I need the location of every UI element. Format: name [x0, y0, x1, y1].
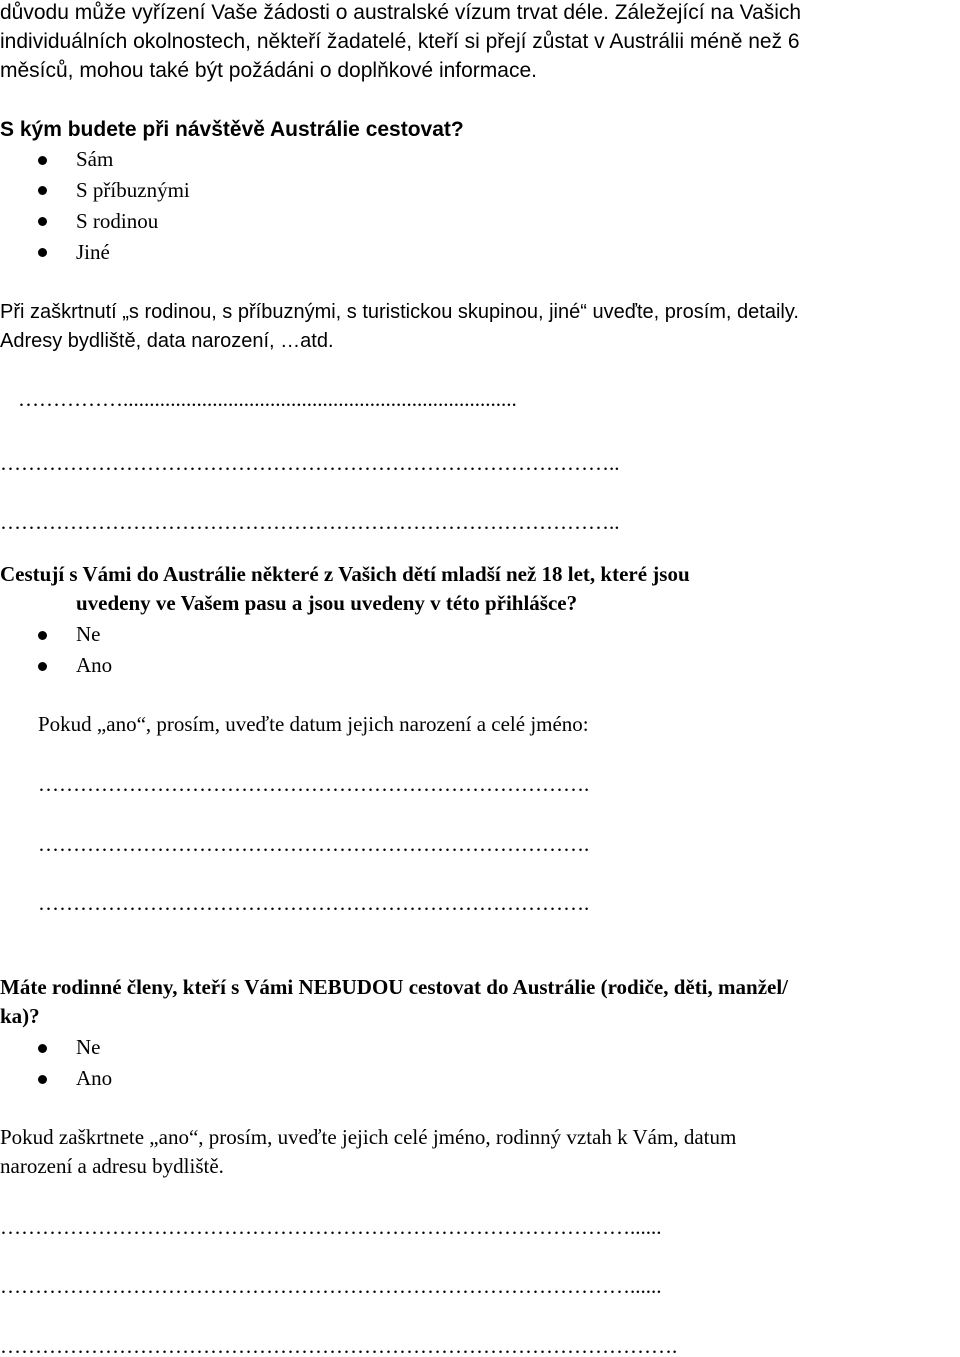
- bullet-icon: [38, 186, 47, 195]
- q1-fill-line-2[interactable]: ……………………………………………………………………………..: [0, 453, 620, 474]
- q3-note-line-1: Pokud zaškrtnete „ano“, prosím, uveďte jejich celé jméno, rodinný vztah k Vám, datum: [0, 1125, 737, 1149]
- option-label: Jiné: [76, 240, 110, 264]
- intro-line-1: důvodu může vyřízení Vaše žádosti o australské vízum trvat déle. Záležející na Vašich: [0, 1, 802, 24]
- bullet-icon: [38, 1044, 47, 1053]
- q2-fill-line-3[interactable]: …………………………………………………………………….: [38, 893, 590, 914]
- question-2-heading-line-1: Cestují s Vámi do Austrálie některé z Vašich dětí mladší než 18 let, které jsou: [0, 562, 690, 586]
- question-2-heading-line-2: uvedeny ve Vašem pasu a jsou uvedeny v této přihlášce?: [76, 591, 578, 615]
- question-3-heading-line-2: ka)?: [0, 1004, 40, 1028]
- bullet-icon: [38, 156, 47, 165]
- q2-fill-line-2[interactable]: …………………………………………………………………….: [38, 834, 590, 855]
- q1-fill-line-1[interactable]: ……………...........................................................................: [18, 389, 517, 410]
- bullet-icon: [38, 631, 47, 640]
- option-label: S rodinou: [76, 209, 159, 233]
- option-label: Ne: [76, 1035, 101, 1059]
- q3-fill-line-1[interactable]: ………………………………………………………………………………......: [0, 1217, 662, 1238]
- bullet-icon: [38, 662, 47, 671]
- q2-fill-line-1[interactable]: …………………………………………………………………….: [38, 774, 590, 795]
- option-label: S příbuznými: [76, 178, 190, 202]
- q3-fill-line-2[interactable]: ………………………………………………………………………………......: [0, 1276, 662, 1297]
- q1-fill-line-3[interactable]: ……………………………………………………………………………..: [0, 512, 620, 533]
- q2-note: Pokud „ano“, prosím, uveďte datum jejich narození a celé jméno:: [38, 712, 589, 736]
- bullet-icon: [38, 217, 47, 226]
- intro-line-2: individuálních okolnostech, někteří žadatelé, kteří si přejí zůstat v Austrálii méně než 6: [0, 30, 800, 53]
- q1-note-line-2: Adresy bydliště, data narození, …atd.: [0, 330, 334, 352]
- q3-fill-line-3[interactable]: …………………………………………………………………………………….: [0, 1336, 678, 1357]
- intro-line-3: měsíců, mohou také být požádáni o doplňkové informace.: [0, 59, 537, 82]
- q3-note-line-2: narození a adresu bydliště.: [0, 1154, 224, 1178]
- bullet-icon: [38, 1075, 47, 1084]
- option-label: Ano: [76, 653, 113, 677]
- question-3-heading-line-1: Máte rodinné členy, kteří s Vámi NEBUDOU cestovat do Austrálie (rodiče, děti, manžel/: [0, 975, 789, 999]
- question-1-heading: S kým budete při návštěvě Austrálie cestovat?: [0, 118, 464, 141]
- option-label: Ano: [76, 1066, 113, 1090]
- option-label: Sám: [76, 147, 114, 171]
- q1-note-line-1: Při zaškrtnutí „s rodinou, s příbuznými, s turistickou skupinou, jiné“ uveďte, prosím, detaily.: [0, 301, 799, 323]
- bullet-icon: [38, 248, 47, 257]
- option-label: Ne: [76, 622, 101, 646]
